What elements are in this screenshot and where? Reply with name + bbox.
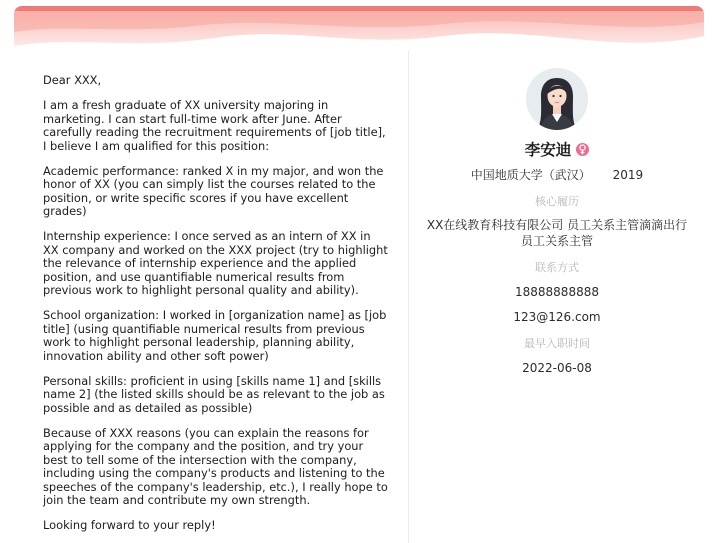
letter-paragraph-skills: Personal skills: proficient in using [skills name 1] and [skills name 2] (the listed skills should be as relevant to the job as possible and as detailed as possible) — [43, 373, 385, 415]
start-date-value: 2022-06-08 — [522, 361, 592, 375]
profile-name: 李安迪 — [524, 141, 572, 159]
column-divider — [408, 50, 409, 543]
letter-greeting: Dear XXX, — [43, 73, 102, 87]
name-row — [410, 138, 704, 160]
letter-paragraph-intro: I am a fresh graduate of XX university majoring in marketing. I can start full-time work after June. After carefully reading the recruitment requirements of [job title], I believe I am qualified for this position: — [43, 98, 386, 153]
phone-number: 18888888888 — [515, 285, 599, 299]
letter-paragraph-organization: School organization: I worked in [organization name] as [job title] (using quantifiable numerical results from previous work to highlight personal leadership, planning ability, innovation ability and other soft power) — [43, 308, 387, 363]
contact-label: 联系方式 — [535, 261, 579, 274]
avatar — [526, 68, 588, 130]
letter-paragraph-motivation: Because of XXX reasons (you can explain the reasons for applying for the company and the position, and try your best to tell some of the intersection with the company, including using the company's products and listening to the speeches of the company's leadership, etc.), I really hope to join the team and contribute my own strength. — [43, 425, 388, 507]
email-address: 123@126.com — [513, 310, 601, 324]
experience-value: XX在线教育科技有限公司 员工关系主管滴滴出行员工关系主管 — [426, 218, 688, 248]
header-banner — [14, 6, 704, 66]
letter-closing: Looking forward to your reply! — [43, 518, 216, 532]
female-icon — [576, 143, 589, 156]
start-date-label: 最早入职时间 — [524, 337, 590, 350]
profile-panel — [410, 66, 704, 376]
cover-letter-body — [43, 74, 388, 543]
education-row — [410, 166, 704, 183]
letter-paragraph-academic: Academic performance: ranked X in my major, and won the honor of XX (you can simply list the courses related to the position, or write specific scores if you have excellent grades) — [43, 163, 384, 218]
experience-label: 核心履历 — [535, 195, 579, 208]
letter-paragraph-internship: Internship experience: I once served as an intern of XX in XX company and worked on the XXX project (try to highlight the relevance of internship experience and the applied position, and use quantifiable numerical results from previous work to highlight personal quality and ability). — [43, 229, 388, 297]
graduation-year: 2019 — [612, 168, 644, 182]
school-name: 中国地质大学（武汉） — [470, 168, 591, 182]
